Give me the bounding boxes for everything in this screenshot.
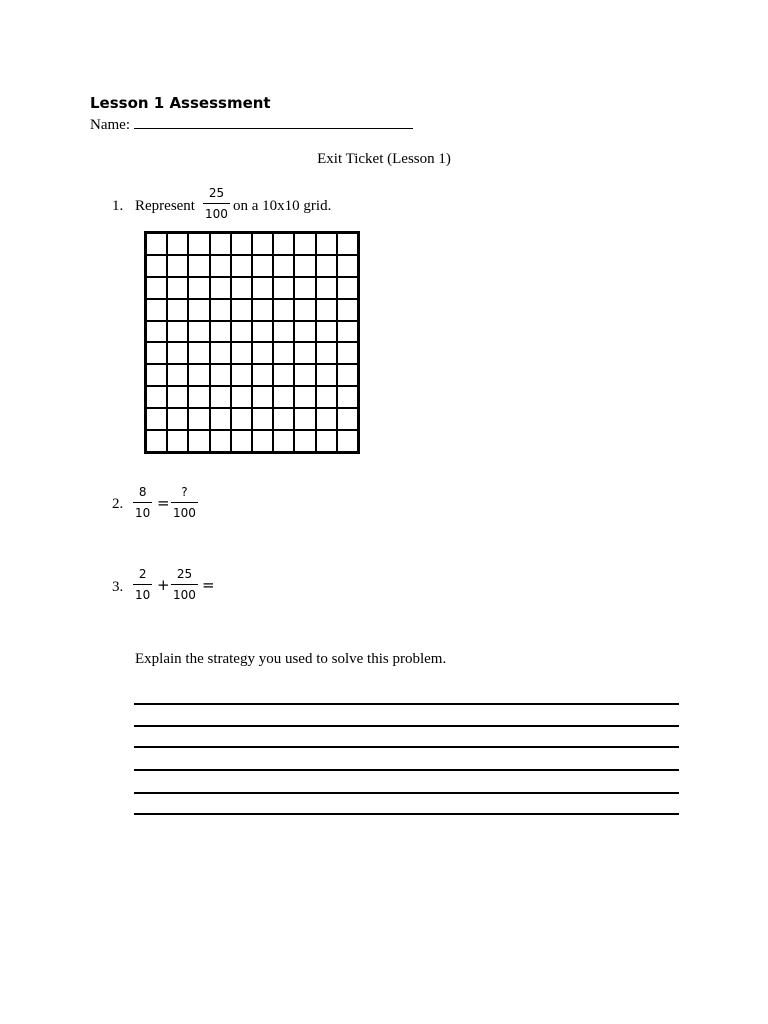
name-label: Name:: [90, 117, 130, 133]
grid-cell[interactable]: [273, 255, 294, 277]
fraction-bar: [203, 203, 230, 204]
grid-cell[interactable]: [273, 277, 294, 299]
grid-cell[interactable]: [252, 277, 273, 299]
grid-cell[interactable]: [188, 364, 209, 386]
grid-cell[interactable]: [337, 233, 358, 255]
question-1-fraction: [203, 186, 230, 221]
grid-cell[interactable]: [294, 233, 315, 255]
grid-cell[interactable]: [316, 255, 337, 277]
grid-cell[interactable]: [231, 299, 252, 321]
fraction-denominator: 10: [135, 588, 151, 602]
fraction-numerator: ?: [181, 485, 188, 499]
grid-cell[interactable]: [294, 321, 315, 343]
grid-cell[interactable]: [210, 321, 231, 343]
question-3-number: 3.: [112, 579, 124, 595]
grid-cell[interactable]: [188, 430, 209, 452]
grid-cell[interactable]: [188, 342, 209, 364]
grid-cell[interactable]: [294, 364, 315, 386]
grid-cell[interactable]: [252, 299, 273, 321]
question-2-right-fraction: [171, 485, 198, 520]
question-3-left-fraction: [133, 567, 152, 602]
grid-cell[interactable]: [337, 321, 358, 343]
grid-cell[interactable]: [294, 255, 315, 277]
name-field[interactable]: [134, 115, 413, 129]
grid-cell[interactable]: [231, 277, 252, 299]
grid-cell[interactable]: [316, 408, 337, 430]
answer-line[interactable]: [134, 746, 679, 748]
grid-cell[interactable]: [294, 299, 315, 321]
fraction-numerator: 8: [138, 485, 147, 499]
grid-cell[interactable]: [231, 321, 252, 343]
grid-cell[interactable]: [316, 233, 337, 255]
grid-cell[interactable]: [316, 277, 337, 299]
plus-sign: +: [157, 576, 170, 594]
grid-cell[interactable]: [167, 277, 188, 299]
grid-cell[interactable]: [316, 321, 337, 343]
explain-prompt: Explain the strategy you used to solve this problem.: [135, 651, 447, 667]
grid-cell[interactable]: [146, 408, 167, 430]
hundred-grid[interactable]: [144, 231, 360, 454]
grid-cell[interactable]: [210, 299, 231, 321]
grid-cell[interactable]: [167, 233, 188, 255]
grid-cell[interactable]: [146, 364, 167, 386]
grid-cell[interactable]: [146, 299, 167, 321]
grid-cell[interactable]: [273, 321, 294, 343]
grid-cell[interactable]: [188, 299, 209, 321]
fraction-bar: [171, 584, 198, 585]
fraction-denominator: 100: [173, 506, 196, 520]
grid-cell[interactable]: [188, 386, 209, 408]
grid-cell[interactable]: [252, 233, 273, 255]
grid-cell[interactable]: [210, 430, 231, 452]
grid-cell[interactable]: [210, 364, 231, 386]
question-1-text-after: on a 10x10 grid.: [233, 198, 332, 214]
grid-cell[interactable]: [337, 408, 358, 430]
grid-cell[interactable]: [210, 255, 231, 277]
question-3-right-fraction: [171, 567, 198, 602]
grid-cell[interactable]: [252, 342, 273, 364]
grid-cell[interactable]: [210, 408, 231, 430]
grid-cell[interactable]: [273, 364, 294, 386]
grid-cell[interactable]: [316, 364, 337, 386]
grid-cell[interactable]: [294, 408, 315, 430]
grid-cell[interactable]: [316, 342, 337, 364]
grid-cell[interactable]: [273, 233, 294, 255]
grid-cell[interactable]: [146, 255, 167, 277]
grid-cell[interactable]: [167, 386, 188, 408]
page-title: Lesson 1 Assessment: [90, 94, 271, 112]
answer-line[interactable]: [134, 792, 679, 794]
grid-cell[interactable]: [337, 277, 358, 299]
grid-cell[interactable]: [167, 342, 188, 364]
question-2-left-fraction: [133, 485, 152, 520]
grid-cell[interactable]: [294, 342, 315, 364]
grid-cell[interactable]: [210, 277, 231, 299]
grid-cell[interactable]: [252, 364, 273, 386]
grid-cell[interactable]: [231, 408, 252, 430]
grid-cell[interactable]: [188, 277, 209, 299]
answer-line[interactable]: [134, 813, 679, 815]
fraction-numerator: 25: [176, 567, 193, 581]
grid-cell[interactable]: [146, 321, 167, 343]
grid-cell[interactable]: [188, 233, 209, 255]
grid-cell[interactable]: [146, 430, 167, 452]
fraction-bar: [171, 502, 198, 503]
grid-cell[interactable]: [294, 277, 315, 299]
answer-line[interactable]: [134, 769, 679, 771]
fraction-numerator: 25: [208, 186, 225, 200]
grid-cell[interactable]: [337, 299, 358, 321]
grid-cell[interactable]: [210, 342, 231, 364]
grid-cell[interactable]: [231, 430, 252, 452]
grid-cell[interactable]: [252, 386, 273, 408]
question-1-number: 1.: [112, 198, 124, 214]
grid-cell[interactable]: [146, 342, 167, 364]
grid-cell[interactable]: [146, 277, 167, 299]
grid-cell[interactable]: [252, 255, 273, 277]
fraction-denominator: 100: [173, 588, 196, 602]
grid-cell[interactable]: [273, 342, 294, 364]
grid-cell[interactable]: [337, 364, 358, 386]
grid-cell[interactable]: [146, 233, 167, 255]
grid-cell[interactable]: [188, 321, 209, 343]
fraction-bar: [133, 584, 152, 585]
grid-cell[interactable]: [252, 408, 273, 430]
fraction-denominator: 10: [135, 506, 151, 520]
name-field-row: [90, 115, 413, 134]
equals-sign: =: [157, 494, 170, 512]
grid-cell[interactable]: [167, 255, 188, 277]
grid-cell[interactable]: [167, 364, 188, 386]
grid-cell[interactable]: [231, 255, 252, 277]
grid-cell[interactable]: [316, 386, 337, 408]
grid-cell[interactable]: [167, 430, 188, 452]
grid-cell[interactable]: [146, 386, 167, 408]
grid-cell[interactable]: [231, 342, 252, 364]
grid-cell[interactable]: [273, 386, 294, 408]
grid-cell[interactable]: [316, 299, 337, 321]
grid-cell[interactable]: [231, 364, 252, 386]
answer-line[interactable]: [134, 703, 679, 705]
equals-sign: =: [202, 576, 215, 594]
fraction-denominator: 100: [205, 207, 228, 221]
grid-cell[interactable]: [231, 386, 252, 408]
grid-cell[interactable]: [316, 430, 337, 452]
grid-cell[interactable]: [167, 299, 188, 321]
grid-cell[interactable]: [252, 430, 273, 452]
grid-cell[interactable]: [273, 408, 294, 430]
grid-cell[interactable]: [294, 430, 315, 452]
grid-cell[interactable]: [273, 430, 294, 452]
answer-line[interactable]: [134, 725, 679, 727]
grid-cell[interactable]: [337, 342, 358, 364]
grid-cell[interactable]: [337, 255, 358, 277]
fraction-numerator: 2: [138, 567, 147, 581]
grid-cell[interactable]: [252, 321, 273, 343]
grid-cell[interactable]: [337, 430, 358, 452]
grid-cell[interactable]: [188, 255, 209, 277]
question-1-text-before: Represent: [135, 198, 195, 214]
grid-cell[interactable]: [337, 386, 358, 408]
grid-cell[interactable]: [210, 386, 231, 408]
exit-ticket-heading: Exit Ticket (Lesson 1): [317, 151, 451, 167]
grid-cell[interactable]: [167, 321, 188, 343]
grid-cell[interactable]: [294, 386, 315, 408]
grid-cell[interactable]: [273, 299, 294, 321]
grid-cell[interactable]: [188, 408, 209, 430]
fraction-bar: [133, 502, 152, 503]
grid-cell[interactable]: [167, 408, 188, 430]
grid-cell[interactable]: [210, 233, 231, 255]
question-2-number: 2.: [112, 496, 124, 512]
grid-cell[interactable]: [231, 233, 252, 255]
